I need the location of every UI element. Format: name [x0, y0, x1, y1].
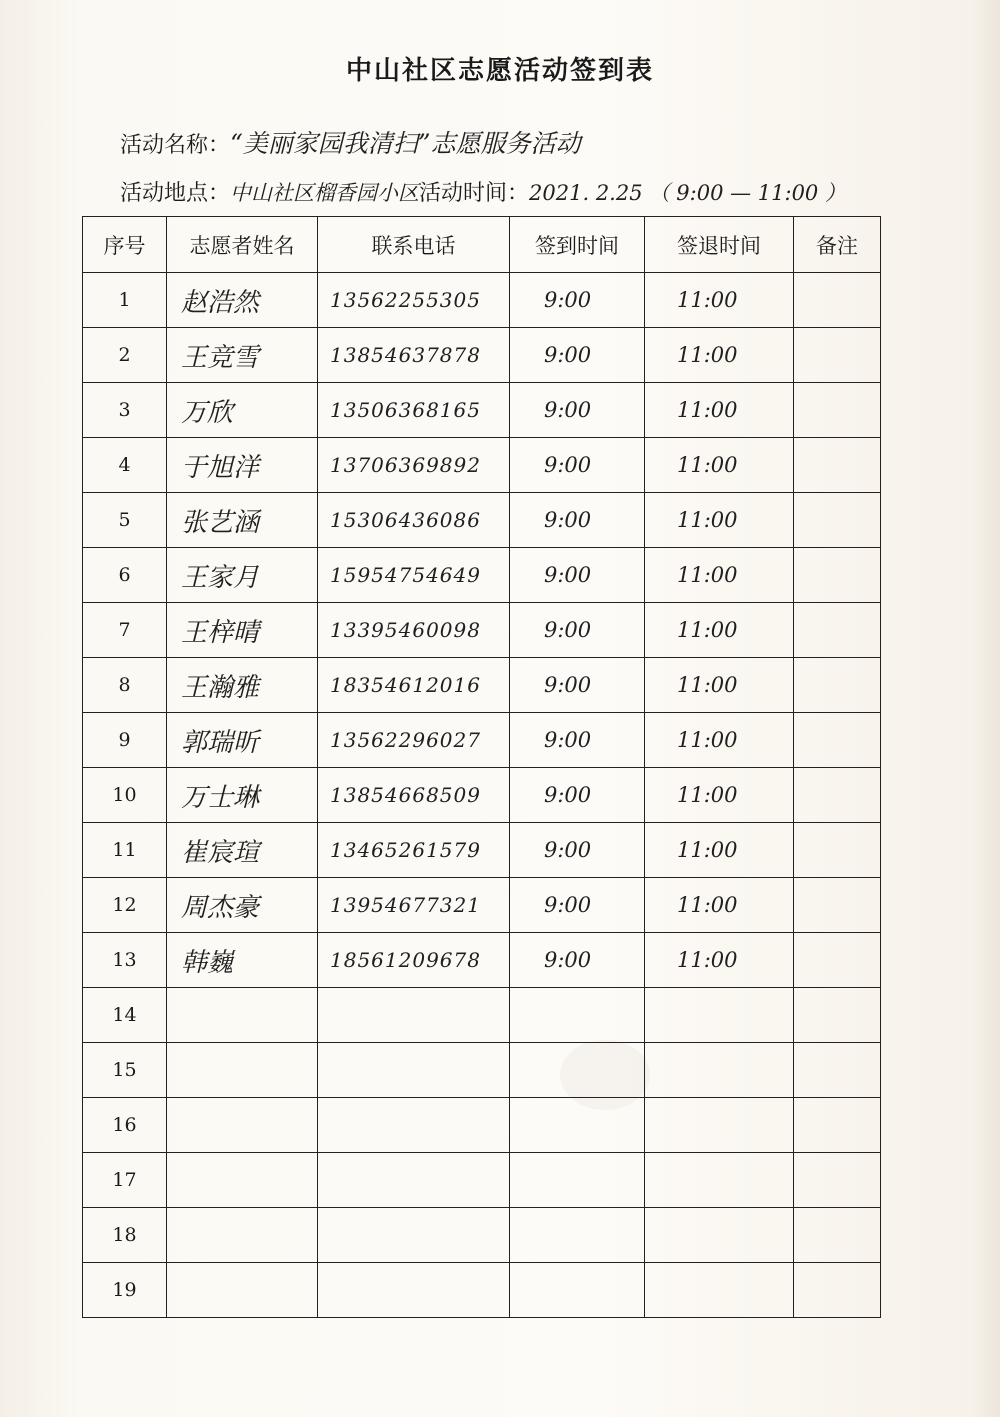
volunteer-name: 万欣	[167, 383, 318, 438]
signin-time	[510, 1098, 645, 1153]
row-number: 10	[83, 768, 167, 823]
signout-time: 11:00	[645, 273, 794, 328]
signout-time: 11:00	[645, 383, 794, 438]
row-number: 2	[83, 328, 167, 383]
volunteer-name	[167, 1263, 318, 1318]
signout-time: 11:00	[645, 713, 794, 768]
row-number: 18	[83, 1208, 167, 1263]
row-number: 14	[83, 988, 167, 1043]
phone-number: 18354612016	[318, 658, 510, 713]
volunteer-name	[167, 1153, 318, 1208]
activity-time-label: 活动时间：	[419, 181, 530, 206]
signin-time: 9:00	[510, 548, 645, 603]
signin-table	[82, 216, 881, 1318]
row-number: 11	[83, 823, 167, 878]
activity-date-value: 2021. 2.25	[529, 181, 643, 205]
signout-time: 11:00	[645, 878, 794, 933]
note-cell	[794, 933, 881, 988]
note-cell	[794, 1208, 881, 1263]
volunteer-name	[167, 988, 318, 1043]
row-number: 17	[83, 1153, 167, 1208]
signin-time: 9:00	[510, 328, 645, 383]
note-cell	[794, 878, 881, 933]
volunteer-name	[167, 1043, 318, 1098]
table-row	[83, 273, 881, 328]
phone-number	[318, 988, 510, 1043]
row-number: 15	[83, 1043, 167, 1098]
table-row	[83, 438, 881, 493]
signout-time: 11:00	[645, 603, 794, 658]
page-title: 中山社区志愿活动签到表	[345, 56, 654, 86]
table-row	[83, 328, 881, 383]
signin-time	[510, 1043, 645, 1098]
phone-number: 13562296027	[318, 713, 510, 768]
row-number: 8	[83, 658, 167, 713]
activity-place-value: 中山社区榴香园小区	[230, 181, 420, 205]
row-number: 7	[83, 603, 167, 658]
row-number: 6	[83, 548, 167, 603]
volunteer-name: 张艺涵	[167, 493, 318, 548]
table-row	[83, 1043, 881, 1098]
activity-place-time-line	[120, 176, 846, 207]
signout-time: 11:00	[645, 493, 794, 548]
table-row	[83, 1263, 881, 1318]
col-header-note: 备注	[794, 217, 881, 273]
note-cell	[794, 548, 881, 603]
col-header-name: 志愿者姓名	[167, 217, 318, 273]
table-row	[83, 823, 881, 878]
table-row	[83, 1153, 881, 1208]
note-cell	[794, 768, 881, 823]
row-number: 16	[83, 1098, 167, 1153]
signin-time	[510, 988, 645, 1043]
note-cell	[794, 328, 881, 383]
note-cell	[794, 1153, 881, 1208]
note-cell	[794, 438, 881, 493]
signout-time: 11:00	[645, 933, 794, 988]
phone-number: 15954754649	[318, 548, 510, 603]
volunteer-name: 王家月	[167, 548, 318, 603]
table-row	[83, 988, 881, 1043]
volunteer-name: 王瀚雅	[167, 658, 318, 713]
table-row	[83, 383, 881, 438]
table-row	[83, 933, 881, 988]
table-row	[83, 548, 881, 603]
volunteer-name: 周杰豪	[167, 878, 318, 933]
note-cell	[794, 273, 881, 328]
signin-time: 9:00	[510, 383, 645, 438]
signin-time: 9:00	[510, 658, 645, 713]
signin-time: 9:00	[510, 768, 645, 823]
table-row	[83, 658, 881, 713]
phone-number: 15306436086	[318, 493, 510, 548]
signout-time	[645, 1208, 794, 1263]
table-header-row	[83, 217, 881, 273]
volunteer-name: 于旭洋	[167, 438, 318, 493]
activity-name-label: 活动名称：	[120, 133, 231, 158]
note-cell	[794, 713, 881, 768]
phone-number	[318, 1098, 510, 1153]
phone-number: 18561209678	[318, 933, 510, 988]
signin-time: 9:00	[510, 878, 645, 933]
activity-place-label: 活动地点：	[120, 181, 231, 206]
volunteer-name: 赵浩然	[167, 273, 318, 328]
note-cell	[794, 823, 881, 878]
table-row	[83, 1208, 881, 1263]
signin-time: 9:00	[510, 933, 645, 988]
col-header-signin: 签到时间	[510, 217, 645, 273]
signin-time	[510, 1153, 645, 1208]
col-header-phone: 联系电话	[318, 217, 510, 273]
phone-number: 13395460098	[318, 603, 510, 658]
volunteer-name: 韩巍	[167, 933, 318, 988]
note-cell	[794, 603, 881, 658]
note-cell	[794, 1263, 881, 1318]
signin-time: 9:00	[510, 493, 645, 548]
phone-number	[318, 1043, 510, 1098]
signout-time: 11:00	[645, 328, 794, 383]
note-cell	[794, 383, 881, 438]
row-number: 12	[83, 878, 167, 933]
signout-time: 11:00	[645, 768, 794, 823]
phone-number: 13854668509	[318, 768, 510, 823]
table-row	[83, 878, 881, 933]
row-number: 1	[83, 273, 167, 328]
phone-number: 13706369892	[318, 438, 510, 493]
phone-number	[318, 1208, 510, 1263]
signin-time: 9:00	[510, 273, 645, 328]
activity-name-value: “美丽家园我清扫”志愿服务活动	[230, 129, 581, 158]
phone-number: 13465261579	[318, 823, 510, 878]
signin-time: 9:00	[510, 438, 645, 493]
volunteer-name: 郭瑞昕	[167, 713, 318, 768]
signout-time: 11:00	[645, 548, 794, 603]
signin-time	[510, 1263, 645, 1318]
row-number: 9	[83, 713, 167, 768]
volunteer-name	[167, 1098, 318, 1153]
volunteer-name: 崔宸瑄	[167, 823, 318, 878]
table-row	[83, 603, 881, 658]
col-header-no: 序号	[83, 217, 167, 273]
table-row	[83, 493, 881, 548]
row-number: 19	[83, 1263, 167, 1318]
note-cell	[794, 1043, 881, 1098]
row-number: 5	[83, 493, 167, 548]
table-row	[83, 1098, 881, 1153]
signin-time: 9:00	[510, 823, 645, 878]
signout-time: 11:00	[645, 658, 794, 713]
signout-time	[645, 988, 794, 1043]
signin-time: 9:00	[510, 603, 645, 658]
volunteer-name: 王竞雪	[167, 328, 318, 383]
signout-time	[645, 1153, 794, 1208]
signout-time	[645, 1043, 794, 1098]
signin-time: 9:00	[510, 713, 645, 768]
signout-time: 11:00	[645, 438, 794, 493]
table-row	[83, 768, 881, 823]
note-cell	[794, 1098, 881, 1153]
note-cell	[794, 493, 881, 548]
row-number: 3	[83, 383, 167, 438]
phone-number: 13954677321	[318, 878, 510, 933]
volunteer-name: 万士琳	[167, 768, 318, 823]
signout-time	[645, 1263, 794, 1318]
signout-time	[645, 1098, 794, 1153]
phone-number	[318, 1263, 510, 1318]
activity-hours-value: （ 9:00 — 11:00 ）	[648, 181, 846, 205]
signin-time	[510, 1208, 645, 1263]
row-number: 4	[83, 438, 167, 493]
volunteer-name	[167, 1208, 318, 1263]
volunteer-name: 王梓晴	[167, 603, 318, 658]
phone-number	[318, 1153, 510, 1208]
note-cell	[794, 988, 881, 1043]
phone-number: 13854637878	[318, 328, 510, 383]
note-cell	[794, 658, 881, 713]
col-header-signout: 签退时间	[645, 217, 794, 273]
activity-name-line	[120, 124, 581, 160]
phone-number: 13506368165	[318, 383, 510, 438]
phone-number: 13562255305	[318, 273, 510, 328]
table-row	[83, 713, 881, 768]
paper-edge-shadow	[972, 0, 1000, 1417]
signout-time: 11:00	[645, 823, 794, 878]
row-number: 13	[83, 933, 167, 988]
